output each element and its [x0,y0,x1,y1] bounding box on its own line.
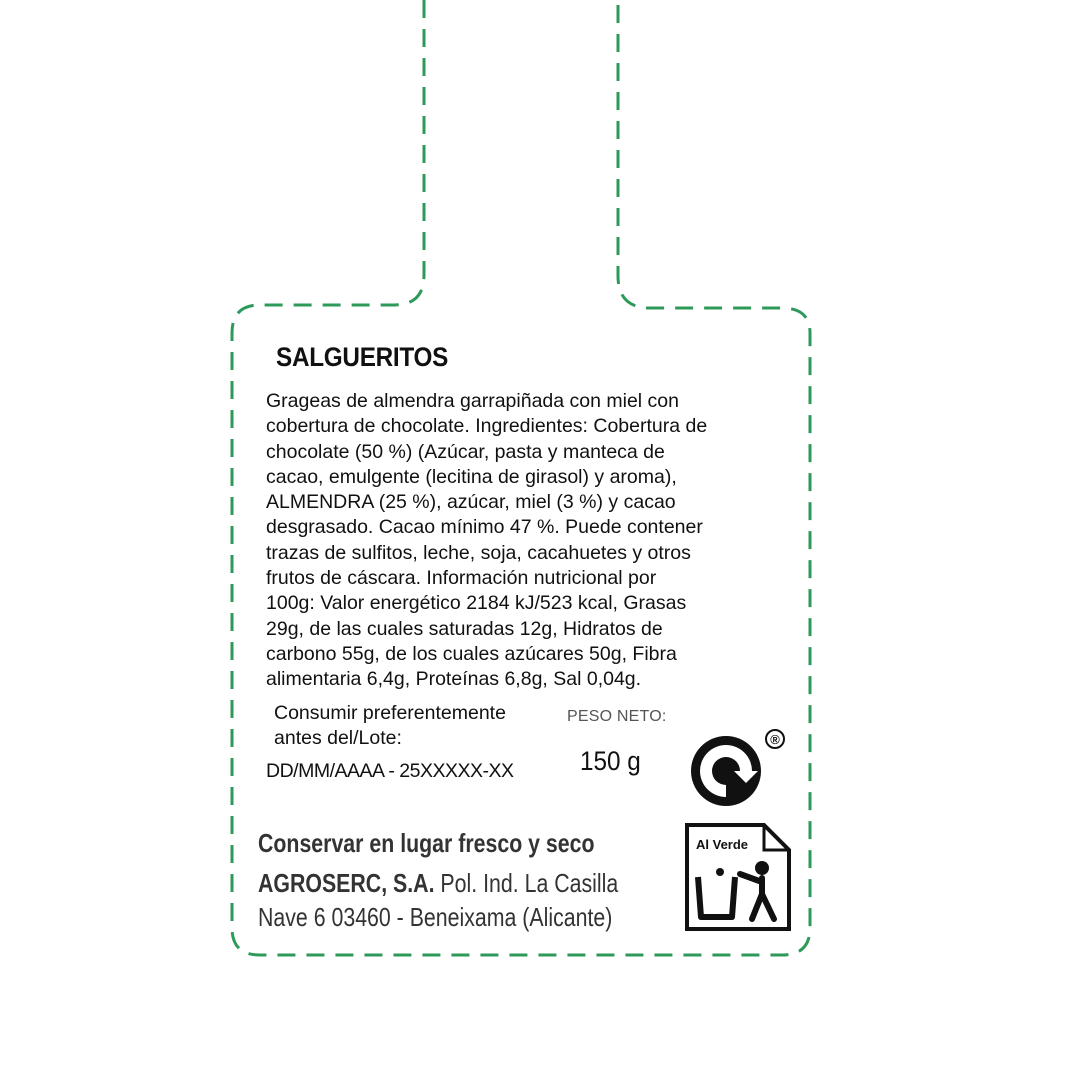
al-verde-text: Al Verde [696,837,749,852]
ingredients-line: desgrasado. Cacao mínimo 47 %. Puede contener [266,516,703,539]
ingredients-line: cobertura de chocolate. Ingredientes: Cobertura de [266,415,708,438]
green-dot-recycling-icon [686,726,786,812]
company-name: AGROSERC, S.A. [258,868,435,898]
ingredients-line: ALMENDRA (25 %), azúcar, miel (3 %) y cacao [266,491,676,514]
best-before-label [274,701,506,751]
ingredients-line: frutos de cáscara. Información nutricional por [266,567,657,590]
net-weight-label: PESO NETO: [567,708,667,725]
ingredients-line: Grageas de almendra garrapiñada con miel con [266,390,679,412]
company-address: Pol. Ind. La Casilla [440,868,619,898]
ingredients-line: trazas de sulfitos, leche, soja, cacahuetes y otros [266,541,691,564]
ingredients-line: 29g, de las cuales saturadas 12g, Hidratos de [266,617,663,640]
ingredients-line: cacao, emulgente (lecitina de girasol) y aroma), [266,465,677,488]
company-line [258,868,618,899]
ingredients-line: chocolate (50 %) (Azúcar, pasta y manteca de [266,440,665,463]
ingredients-line: carbono 55g, de los cuales azúcares 50g, Fibra [266,642,677,665]
product-title: SALGUERITOS [276,342,449,372]
ingredients-text [266,389,778,693]
best-before-line: Consumir preferentemente [274,702,506,724]
al-verde-bin-icon [684,822,792,932]
registered-mark: ® [770,732,780,747]
lot-code: DD/MM/AAAA - 25XXXXX-XX [266,760,514,782]
company-address-line: Nave 6 03460 - Beneixama (Alicante) [258,902,613,932]
storage-instructions: Conservar en lugar fresco y seco [258,828,595,858]
best-before-line: antes del/Lote: [274,727,402,749]
ingredients-line: alimentaria 6,4g, Proteínas 6,8g, Sal 0,04g. [266,668,642,691]
net-weight-value: 150 g [580,746,641,776]
ingredients-line: 100g: Valor energético 2184 kJ/523 kcal, Grasas [266,592,687,615]
